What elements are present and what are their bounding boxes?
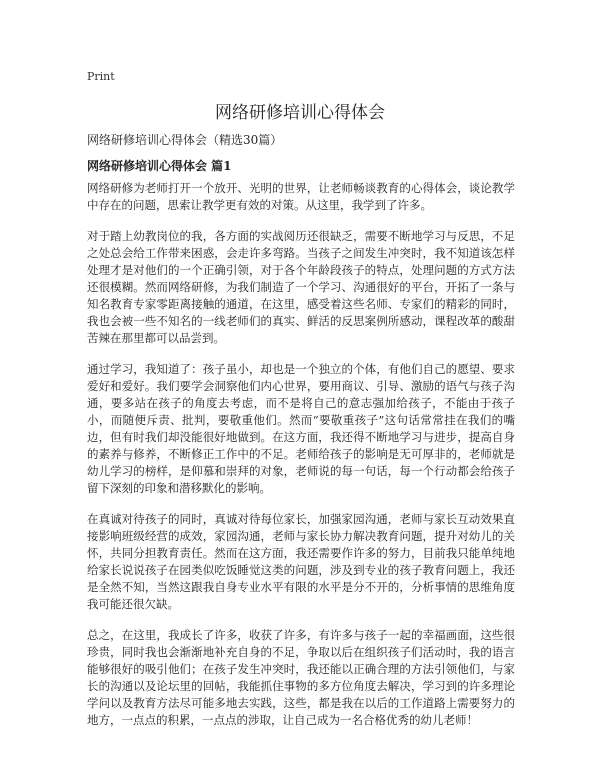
paragraph-5: 总之，在这里，我成长了许多，收获了许多，有许多与孩子一起的幸福画面，这些很珍贵，同时我也会渐渐地补充自身的不足，争取以后在组织孩子们活动时，我的语言能够很好的吸引他们；在孩子发生冲突时，我还能以正确合理的方法引领他们，与家长的沟通以及论坛里的回帖，我能抓住事物的多方位角度去解决，学习到的许多理论学问以及教育方法尽可能多地去实践，这些，都是我在以后的工作道路上需要努力的地方，一点点的积累，一点点的涉取，让自己成为一名合格优秀的幼儿老师！	[87, 628, 515, 727]
page-title: 网络研修培训心得体会	[215, 103, 385, 123]
print-label: Print	[87, 70, 115, 83]
subtitle: 网络研修培训心得体会（精选30篇）	[87, 133, 283, 147]
article-body	[87, 180, 515, 743]
paragraph-4: 在真诚对待孩子的同时，真诚对待每位家长，加强家园沟通，老师与家长互动效果直接影响班级经营的成效，家园沟通，老师与家长协力解决教育问题，提升对幼儿的关怀，共同分担教育责任。然而在这方面，我还需要作许多的努力，目前我只能单纯地给家长说说孩子在园类似吃饭睡觉这类的问题，涉及到专业的孩子教育问题上，我还是全然不知，当然这跟我自身专业水平有限的水平是分不开的，分析事情的思维角度我可能还很欠缺。	[87, 512, 515, 611]
paragraph-1: 网络研修为老师打开一个放开、光明的世界，让老师畅谈教育的心得体会，谈论教学中存在的问题，思索让教学更有效的对策。从这里，我学到了许多。	[87, 181, 515, 212]
paragraph-3: 通过学习，我知道了：孩子虽小，却也是一个独立的个体，有他们自己的愿望、要求爱好和爱好。我们要学会洞察他们内心世界，要用商议、引导、激励的语气与孩子沟通，要多站在孩子的角度去考虑，而不是将自己的意志强加给孩子，不能由于孩子小，而随便斥责、批判，要敬重他们。然而“要敬重孩子”这句话常常挂在我们的嘴边，但有时我们却没能很好地做到。在这方面，我还得不断地学习与进步，提高自身的素养与修养，不断修正工作中的不足。老师给孩子的影响是无可厚非的，老师就是幼儿学习的榜样，是仰慕和崇拜的对象，老师说的每一句话，每一个行动都会给孩子留下深刻的印象和潜移默化的影响。	[87, 362, 515, 495]
section-heading: 网络研修培训心得体会 篇1	[87, 159, 232, 173]
paragraph-2: 对于踏上幼教岗位的我，各方面的实战阅历还很缺乏，需要不断地学习与反思，不足之处总会给工作带来困惑，会走许多弯路。当孩子之间发生冲突时，我不知道该怎样处理才是对他们的一个正确引领，对于各个年龄段孩子的特点，处理问题的方式方法还很模糊。然而网络研修，为我们制造了一个学习、沟通很好的平台，开拓了一条与知名教育专家零距离接触的通道，在这里，感受着这些名师、专家们的精彩的同时，我也会被一些不知名的一线老师们的真实、鲜活的反思案例所感动，课程改革的酸甜苦辣在那里都可以品尝到。	[87, 229, 515, 345]
